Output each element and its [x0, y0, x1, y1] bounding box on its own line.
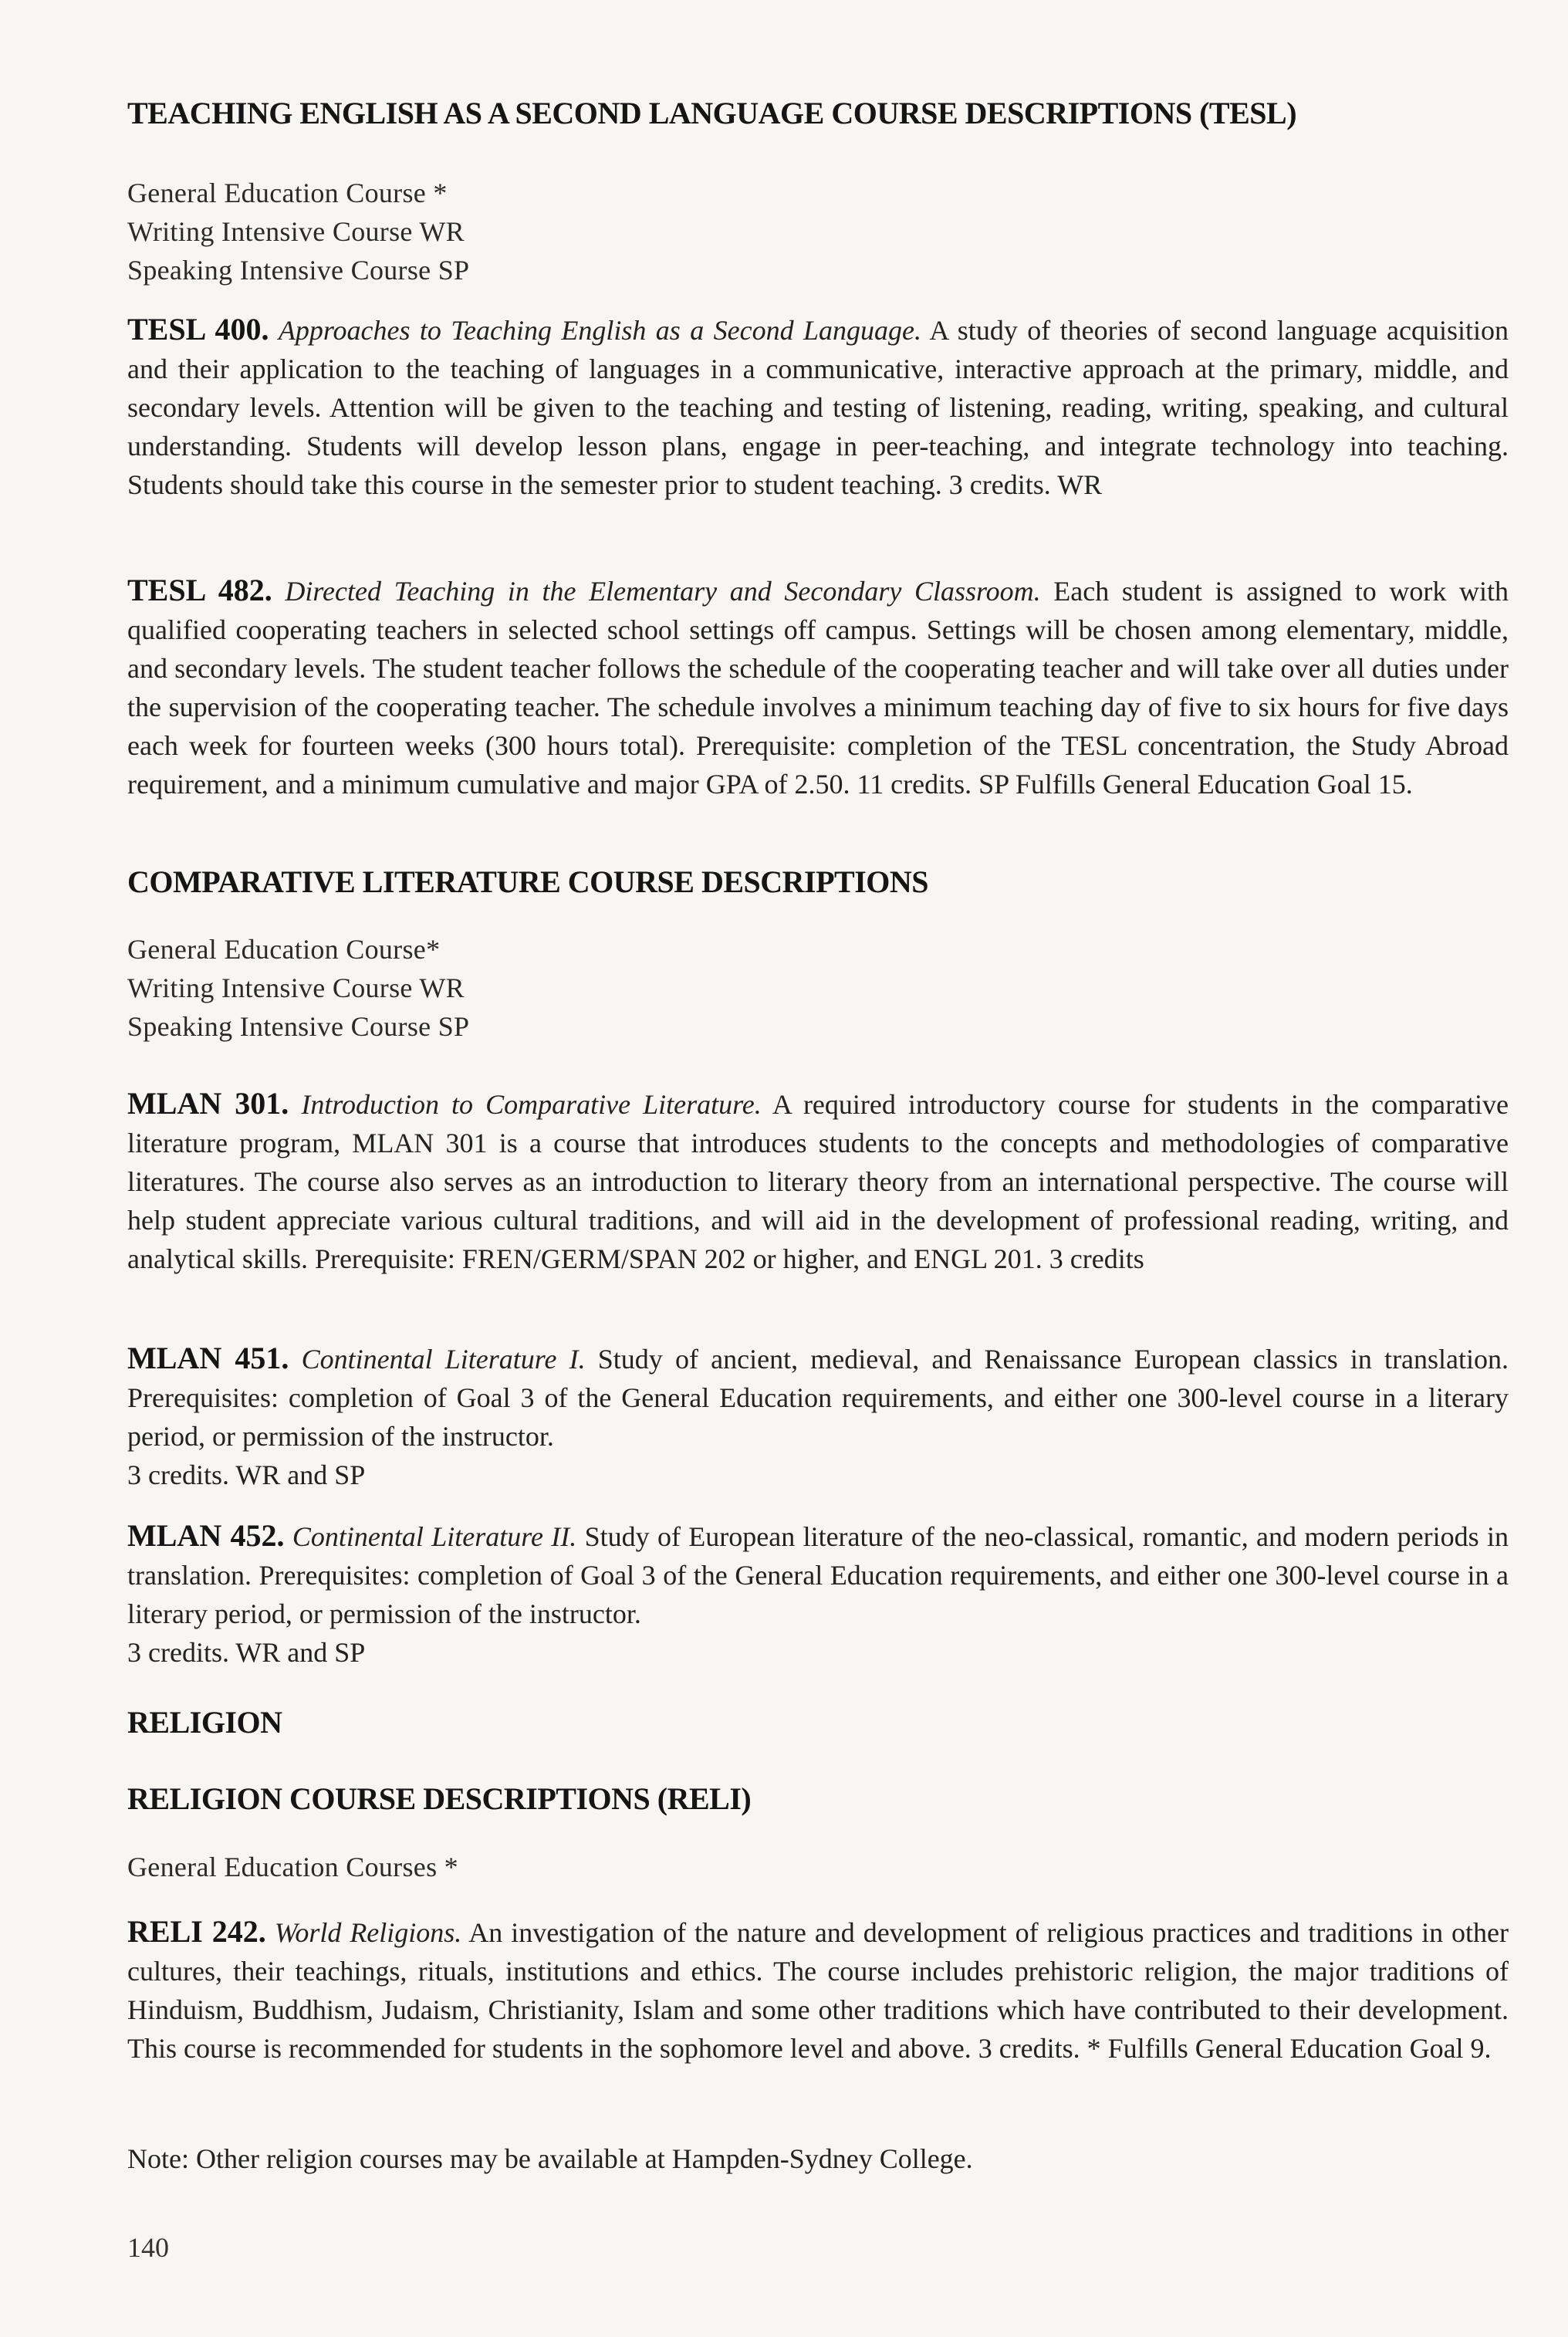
course-mlan-301 [127, 1084, 1509, 1278]
legend-general-education: General Education Courses * [127, 1852, 458, 1882]
course-description: Study of ancient, medieval, and Renaissance European classics in translation. Prerequisites: completion of Goal 3 of the General Education requirements, and either one 300-level course in a literary period, or permission of the instructor. [127, 1344, 1509, 1452]
legend-speaking-intensive: Speaking Intensive Course SP [127, 255, 470, 286]
course-description: Each student is assigned to work with qualified cooperating teachers in selected school settings off campus. Settings will be chosen among elementary, middle, and secondary levels. The student teacher follows the schedule of the cooperating teacher and will take over all duties under the supervision of the cooperating teacher. The schedule involves a minimum teaching day of five to six hours for five days each week for fourteen weeks (300 hours total). Prerequisite: completion of the TESL concentration, the Study Abroad requirement, and a minimum cumulative and major GPA of 2.50. 11 credits. SP Fulfills General Education Goal 15. [127, 576, 1509, 800]
religion-subheading: RELIGION COURSE DESCRIPTIONS (RELI) [127, 1781, 752, 1816]
legend-general-education: General Education Course * [127, 178, 448, 208]
course-title: Continental Literature I. [301, 1344, 586, 1375]
course-code: TESL 400. [127, 312, 269, 347]
course-title: Directed Teaching in the Elementary and Secondary Classroom. [285, 576, 1041, 607]
course-title: Introduction to Comparative Literature. [301, 1089, 762, 1120]
course-title: World Religions. [274, 1917, 462, 1948]
course-tesl-400 [127, 310, 1509, 504]
course-code: RELI 242. [127, 1914, 266, 1949]
legend-writing-intensive: Writing Intensive Course WR [127, 216, 465, 247]
course-description: Study of European literature of the neo-classical, romantic, and modern periods in translation. Prerequisites: completion of Goal 3 of the General Education requirements, and either one 300-level course in a literary period, or permission of the instructor. [127, 1521, 1509, 1629]
religion-legend [127, 1848, 1509, 1886]
mlan-legend [127, 930, 1509, 1046]
legend-general-education: General Education Course* [127, 934, 441, 965]
course-mlan-452 [127, 1517, 1509, 1672]
course-description: A study of theories of second language acquisition and their application to the teaching of languages in a communicative, interactive approach at the primary, middle, and secondary levels. Attention will be given to the teaching and testing of listening, reading, writing, speaking, and cultural understanding. Students will develop lesson plans, engage in peer-teaching, and integrate technology into teaching. Students should take this course in the semester prior to student teaching. 3 credits. WR [127, 315, 1509, 500]
legend-writing-intensive: Writing Intensive Course WR [127, 972, 465, 1003]
course-code: MLAN 451. [127, 1341, 289, 1375]
course-credits: 3 credits. WR and SP [127, 1637, 366, 1668]
religion-note: Note: Other religion courses may be available at Hampden-Sydney College. [127, 2143, 973, 2174]
course-code: MLAN 452. [127, 1518, 285, 1553]
mlan-heading: COMPARATIVE LITERATURE COURSE DESCRIPTIONS [127, 864, 929, 899]
course-code: TESL 482. [127, 573, 272, 607]
course-credits: 3 credits. WR and SP [127, 1459, 366, 1490]
tesl-legend [127, 174, 1509, 289]
page-number: 140 [127, 2232, 169, 2263]
tesl-heading: TEACHING ENGLISH AS A SECOND LANGUAGE COURSE DESCRIPTIONS (TESL) [127, 96, 1297, 130]
course-description: An investigation of the nature and development of religious practices and traditions in other cultures, their teachings, rituals, institutions and ethics. The course includes prehistoric religion, the major traditions of Hinduism, Buddhism, Judaism, Christianity, Islam and some other traditions which have contributed to their development. This course is recommended for students in the sophomore level and above. 3 credits. * Fulfills General Education Goal 9. [127, 1917, 1509, 2064]
course-title: Approaches to Teaching English as a Second Language. [278, 315, 921, 346]
course-tesl-482 [127, 571, 1509, 803]
course-code: MLAN 301. [127, 1086, 289, 1121]
course-mlan-451 [127, 1339, 1509, 1494]
course-reli-242 [127, 1913, 1509, 2068]
legend-speaking-intensive: Speaking Intensive Course SP [127, 1011, 470, 1042]
course-description: A required introductory course for students in the comparative literature program, MLAN 301 is a course that introduces students to the concepts and methodologies of comparative literatures. The course also serves as an introduction to literary theory from an international perspective. The course will help student appreciate various cultural traditions, and will aid in the development of professional reading, writing, and analytical skills. Prerequisite: FREN/GERM/SPAN 202 or higher, and ENGL 201. 3 credits [127, 1089, 1509, 1274]
religion-heading: RELIGION [127, 1705, 282, 1740]
course-title: Continental Literature II. [292, 1521, 577, 1552]
